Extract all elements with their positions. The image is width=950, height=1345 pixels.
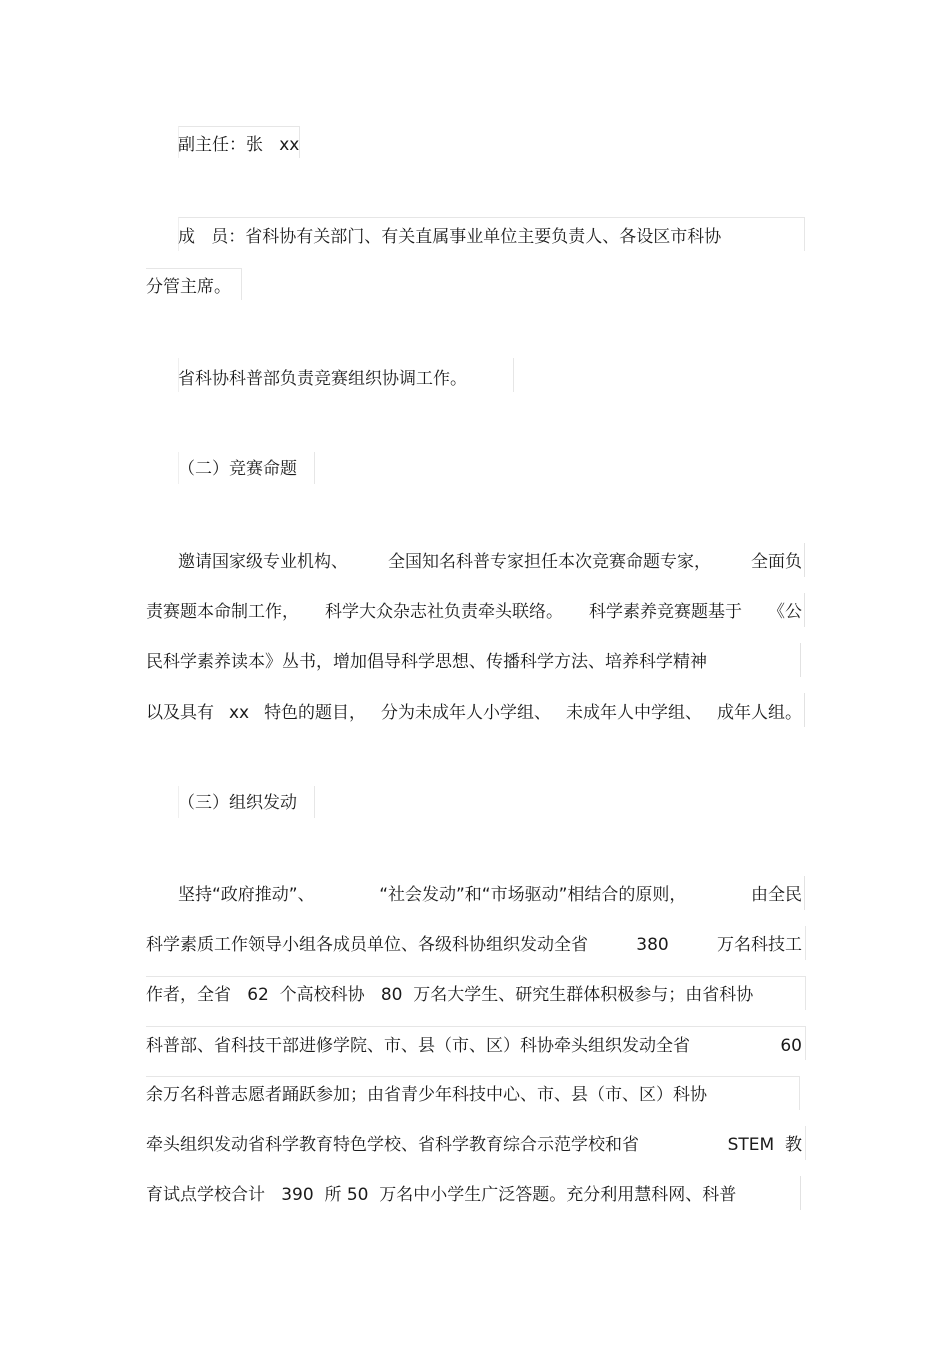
section-heading-2: （二）竞赛命题 (178, 459, 297, 479)
para-2-line-2 (146, 599, 802, 625)
text-run: 由全民 (750, 885, 802, 905)
text-run: 未成年人中学组、 (566, 703, 702, 723)
text-run: 科学素质工作领导小组各成员单位、各级科协组织发动全省 (146, 935, 588, 955)
section-heading-3: （三）组织发动 (178, 793, 297, 813)
text-run: 责赛题本命制工作， (146, 602, 299, 622)
text-run: 科学大众杂志社负责牵头联络。 (325, 602, 563, 622)
text-run: 《公 (768, 602, 802, 622)
para-2-line-4 (146, 700, 802, 726)
line-coordination: 省科协科普部负责竞赛组织协调工作。 (178, 369, 467, 389)
text-run: 380 (636, 935, 669, 955)
text-run: STEM 教 (727, 1135, 802, 1155)
rule (800, 643, 801, 677)
rule (800, 1176, 801, 1210)
line-members: 成 员：省科协有关部门、有关直属事业单位主要负责人、各设区市科协 (178, 227, 722, 247)
para-3-line-3: 作者，全省 62 个高校科协 80 万名大学生、研究生群体积极参与；由省科协 (146, 985, 754, 1005)
text-run: xx (228, 703, 250, 723)
line-members-cont: 分管主席。 (146, 277, 231, 297)
text-run: 邀请国家级专业机构、 (178, 552, 348, 572)
para-2-line-1 (178, 549, 802, 575)
para-3-line-4 (146, 1033, 802, 1059)
text-run: 以及具有 (146, 703, 214, 723)
rule (804, 543, 805, 577)
text-run: 科普部、省科技干部进修学院、市、县（市、区）科协牵头组织发动全省 (146, 1036, 690, 1056)
text-run: 科学素养竞赛题基于 (589, 602, 742, 622)
rule (804, 876, 805, 910)
text-run: 60 (780, 1036, 802, 1056)
text-run: 分为未成年人小学组、 (381, 703, 552, 723)
text-run: 全国知名科普专家担任本次竞赛命题专家， (388, 552, 711, 572)
para-3-line-6 (146, 1132, 802, 1158)
para-3-line-5: 余万名科普志愿者踊跃参加；由省青少年科技中心、市、县（市、区）科协 (146, 1085, 707, 1105)
text-run: 牵头组织发动省科学教育特色学校、省科学教育综合示范学校和省 (146, 1135, 639, 1155)
text-run: 万名科技工 (716, 935, 802, 955)
line-vice-director: 副主任：张 xx (178, 135, 300, 155)
para-3-line-7: 育试点学校合计 390 所 50 万名中小学生广泛答题。充分利用慧科网、科普 (146, 1185, 737, 1205)
text-run: “社会发动”和“市场驱动”相结合的原则， (379, 885, 687, 905)
para-2-line-3: 民科学素养读本》丛书，增加倡导科学思想、传播科学方法、培养科学精神 (146, 652, 707, 672)
para-3-line-1 (178, 882, 802, 908)
text-run: 特色的题目， (264, 703, 367, 723)
text-run: 成年人组。 (716, 703, 802, 723)
para-3-line-2 (146, 932, 802, 958)
rule (804, 593, 805, 627)
text-run: 坚持“政府推动”、 (178, 885, 315, 905)
text-run: 全面负 (751, 552, 802, 572)
rule (804, 693, 805, 727)
